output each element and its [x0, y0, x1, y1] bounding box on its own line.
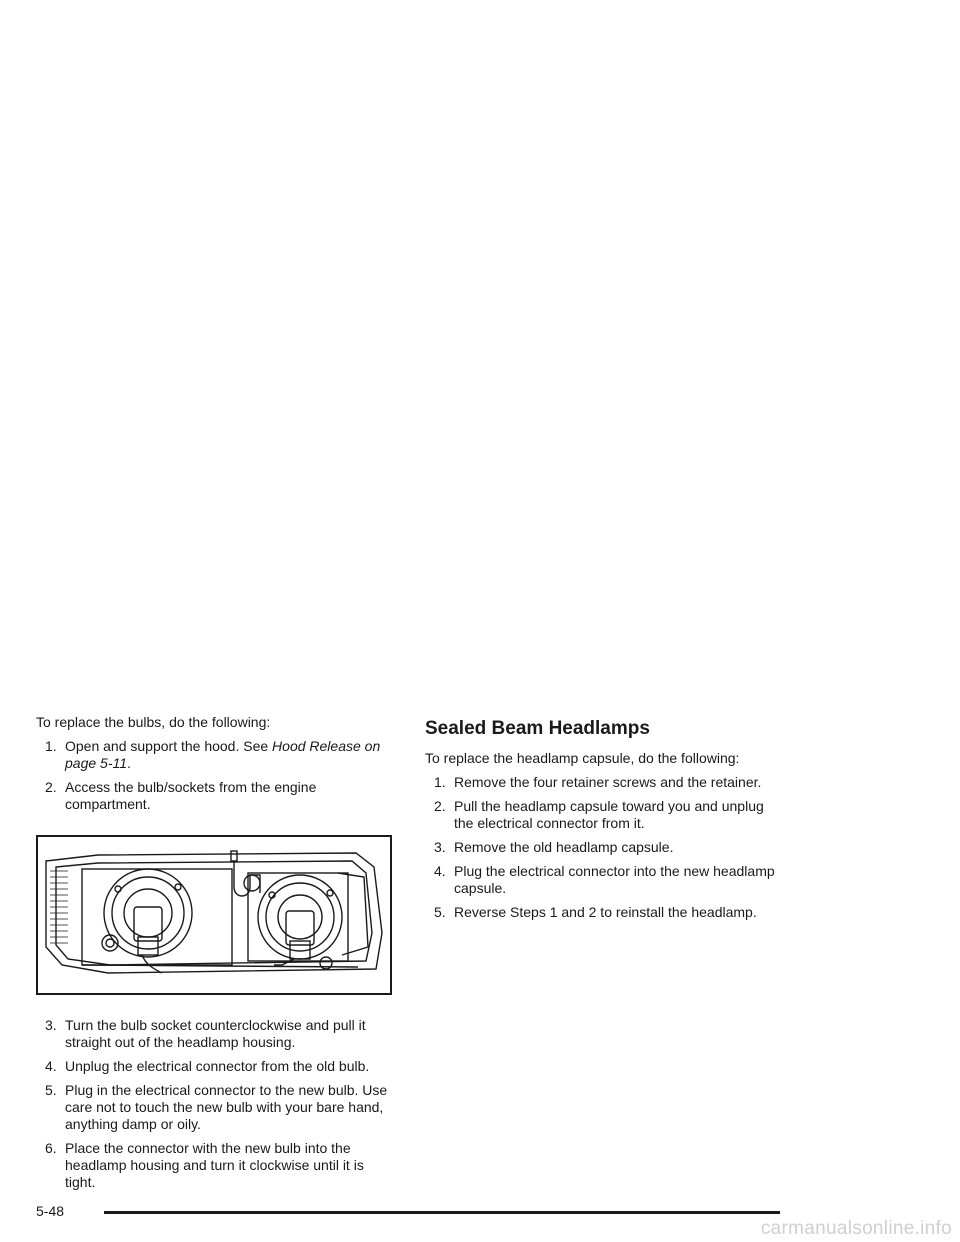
headlamp-drawing: [38, 837, 390, 993]
step-number: 1.: [45, 738, 57, 754]
headlamp-assembly-illustration: [36, 835, 392, 995]
right-column: [425, 714, 785, 928]
step-number: 5.: [434, 904, 446, 920]
step-number: 4.: [45, 1058, 57, 1074]
bulb-step-1: 1. Open and support the hood. See Hood Release on page 5-11.: [45, 738, 381, 771]
step-number: 1.: [434, 774, 446, 790]
bulb-step-4: [36, 1058, 398, 1075]
capsule-step-3: [425, 839, 785, 856]
section-heading: Sealed Beam Headlamps: [425, 718, 650, 739]
capsule-step-5: [425, 904, 785, 921]
step-text: Place the connector with the new bulb into the headlamp housing and turn it clockwise until it is tight.: [65, 1140, 364, 1190]
step-text: Access the bulb/sockets from the engine compartment.: [65, 779, 317, 812]
bulb-step-5: [36, 1082, 398, 1133]
step-number: 2.: [434, 798, 446, 814]
capsule-step-4: [425, 863, 785, 897]
step-text: Pull the headlamp capsule toward you and unplug the electrical connector from it.: [454, 798, 764, 831]
step-text: Unplug the electrical connector from the old bulb.: [65, 1058, 370, 1074]
step-text: Remove the old headlamp capsule.: [454, 839, 674, 855]
watermark: carmanualsonline.info: [760, 1218, 952, 1239]
step-text: Plug the electrical connector into the new headlamp capsule.: [454, 863, 775, 896]
capsule-replacement-intro: To replace the headlamp capsule, do the following:: [425, 750, 740, 766]
bulb-replacement-intro: To replace the bulbs, do the following:: [36, 714, 271, 730]
bulb-step-2: [36, 779, 398, 813]
footer-rule: [104, 1211, 780, 1214]
page-number: 5-48: [36, 1203, 65, 1219]
left-column: [36, 714, 398, 1198]
step-text: Plug in the electrical connector to the new bulb. Use care not to touch the new bulb with your bare hand, anything damp or oily.: [65, 1082, 388, 1132]
step-text: Open and support the hood. See: [65, 738, 273, 754]
hood-release-link[interactable]: Hood Release on page 5-11: [65, 738, 381, 771]
step-number: 3.: [434, 839, 446, 855]
step-number: 3.: [45, 1017, 57, 1033]
step-number: 5.: [45, 1082, 57, 1098]
step-number: 6.: [45, 1140, 57, 1156]
capsule-step-2: [425, 798, 785, 832]
step-number: 4.: [434, 863, 446, 879]
bulb-step-6: [36, 1140, 398, 1191]
step-text: Turn the bulb socket counterclockwise and pull it straight out of the headlamp housing.: [65, 1017, 366, 1050]
bulb-step-3: [36, 1017, 398, 1051]
step-text: Reverse Steps 1 and 2 to reinstall the headlamp.: [454, 904, 757, 920]
step-number: 2.: [45, 779, 57, 795]
step-text: Remove the four retainer screws and the retainer.: [454, 774, 762, 790]
capsule-step-1: [425, 774, 785, 791]
